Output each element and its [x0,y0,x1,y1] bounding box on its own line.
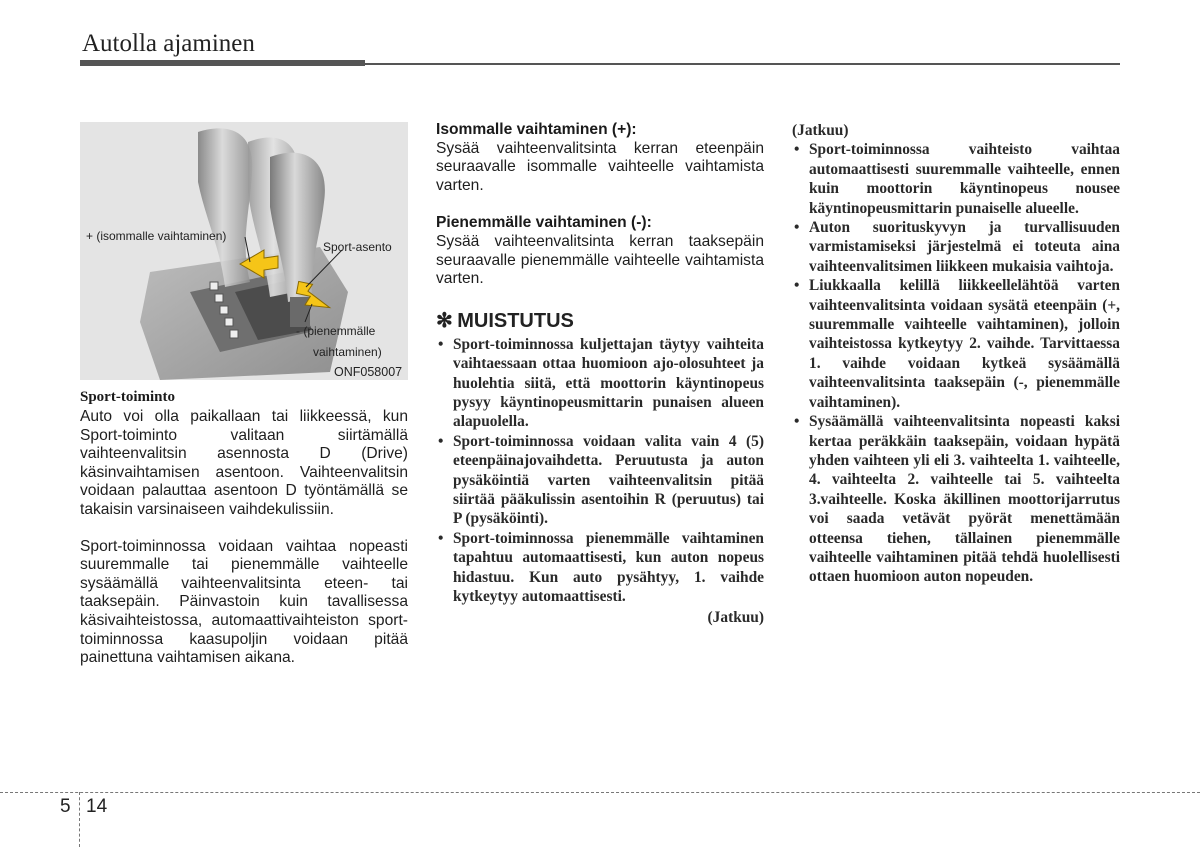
page-number: 14 [86,796,108,817]
header-rule-thick [80,60,365,66]
label-downshift-line1: - (pienemmälle [296,324,376,338]
list-item: • Auton suorituskyvyn ja turvallisuuden varmistamiseksi järjestelmä ei toteuta aina vaihteenvalitsimen liikkeen mukaisia vaihtoja. [792,218,1120,276]
list-item: • Sport-toiminnossa vaihteisto vaihtaa automaattisesti suuremmalle vaihteelle, ennen kuin moottorin käyntinopeus nousee käyntinopeusmittarin punaiselle alueelle. [792,140,1120,218]
label-downshift-line2: vaihtaminen) [313,345,382,359]
column-1 [80,388,408,668]
gear-shifter-figure [80,122,408,380]
column-3 [792,121,1120,587]
continued-from-label: (Jatkuu) [792,122,849,139]
column-2 [436,121,764,628]
page-header-title: Autolla ajaminen [82,30,255,57]
sport-function-paragraph-2: Sport-toiminnossa voidaan vaihtaa nopeasti suuremmalle tai pienemmälle vaihteelle sysäämällä vaihteenvalitsinta eteen- tai taaksepäin. Päinvastoin kuin tavallisessa käsivaihteistossa, automaattivaihteiston sport-toiminnossa kaasupoljin voidaan pitää painettuna vaihtamisen aikana. [80,537,408,667]
section-number: 5 [60,796,71,817]
list-item: • Sysäämällä vaihteenvalitsinta nopeasti kaksi kertaa peräkkäin taaksepäin, voidaan hypätä yhden vaihteen yli eli 3. vaihteelta 1. vaihteelle, 4. vaihteelta 2. vaihteelle tai 5. vaihteelta 3.vaihteelle. Koska äkillinen moottorijarrutus voi saada vetävät pyörät menettämään otteensa tiehen, tällainen pienemmälle vaihteelle vaihtaminen pitää tehdä huolellisesti ottaen huomioon auton nopeuden. [792,412,1120,587]
upshift-text: Sysää vaihteenvalitsinta kerran eteenpäin seuraavalle isommalle vaihteelle vaihtamista varten. [436,139,764,194]
continued-label: (Jatkuu) [707,609,764,627]
header-rule-thin [365,63,1120,65]
footer-rule [0,792,1200,793]
figure-code: ONF058007 [334,365,403,379]
label-upshift: + (isommalle vaihtaminen) [86,229,227,243]
list-item: • Sport-toiminnossa kuljettajan täytyy vaihteita vaihtaessaan ottaa huomioon ajo-olosuhteet ja huolehtia siitä, että moottorin käyntinopeus pysyy käyntinopeusmittarin punaisen alueen alapuolella. [436,335,764,432]
note-title: MUISTUTUS [457,309,574,332]
note-bullet-list-continued [792,140,1120,586]
sport-function-paragraph-1: Auto voi olla paikallaan tai liikkeessä, kun Sport-toiminto valitaan siirtämällä vaihteenvalitsin asennosta D (Drive) käsinvaihtamisen asentoon. Vaihteenvalitsin voidaan palauttaa asentoon D työntämällä se takaisin varsinaiseen vaihdekulissiin. [80,408,408,518]
list-item: • Sport-toiminnossa voidaan valita vain 4 (5) eteenpäinajovaihdetta. Peruutusta ja auton pysäköintiä varten vaihteenvalitsin pitää siirtää pääkulissin asentoihin R (peruutus) tai P (pysäköinti). [436,432,764,529]
note-header [436,309,764,333]
label-sport-position: Sport-asento [323,240,392,254]
note-asterisk-icon: ✻ [436,309,453,332]
downshift-heading: Pienemmälle vaihtaminen (-): [436,214,652,232]
list-item: • Sport-toiminnossa pienemmälle vaihtaminen tapahtuu automaattisesti, kun auton nopeus hidastuu. Kun auto pysähtyy, 1. vaihde kytkeytyy automaattisesti. [436,529,764,607]
upshift-heading: Isommalle vaihtaminen (+): [436,121,637,138]
sport-function-heading: Sport-toiminto [80,389,175,405]
downshift-text: Sysää vaihteenvalitsinta kerran taaksepäin seuraavalle pienemmälle vaihteelle vaihtamista varten. [436,232,764,288]
note-bullet-list [436,335,764,607]
footer-divider [79,792,80,847]
list-item: • Liukkaalla kelillä liikkeellelähtöä varten vaihteenvalitsinta voidaan sysätä eteenpäin (+, suuremmalle vaihteelle vaihtaminen), jolloin vaihteistossa kytkeytyy 2. vaihde. Tarvittaessa 1. vaihde voidaan kytkeä sysäämällä vaihteenvalitsinta taaksepäin (-, pienemmälle vaihtaminen). [792,276,1120,412]
